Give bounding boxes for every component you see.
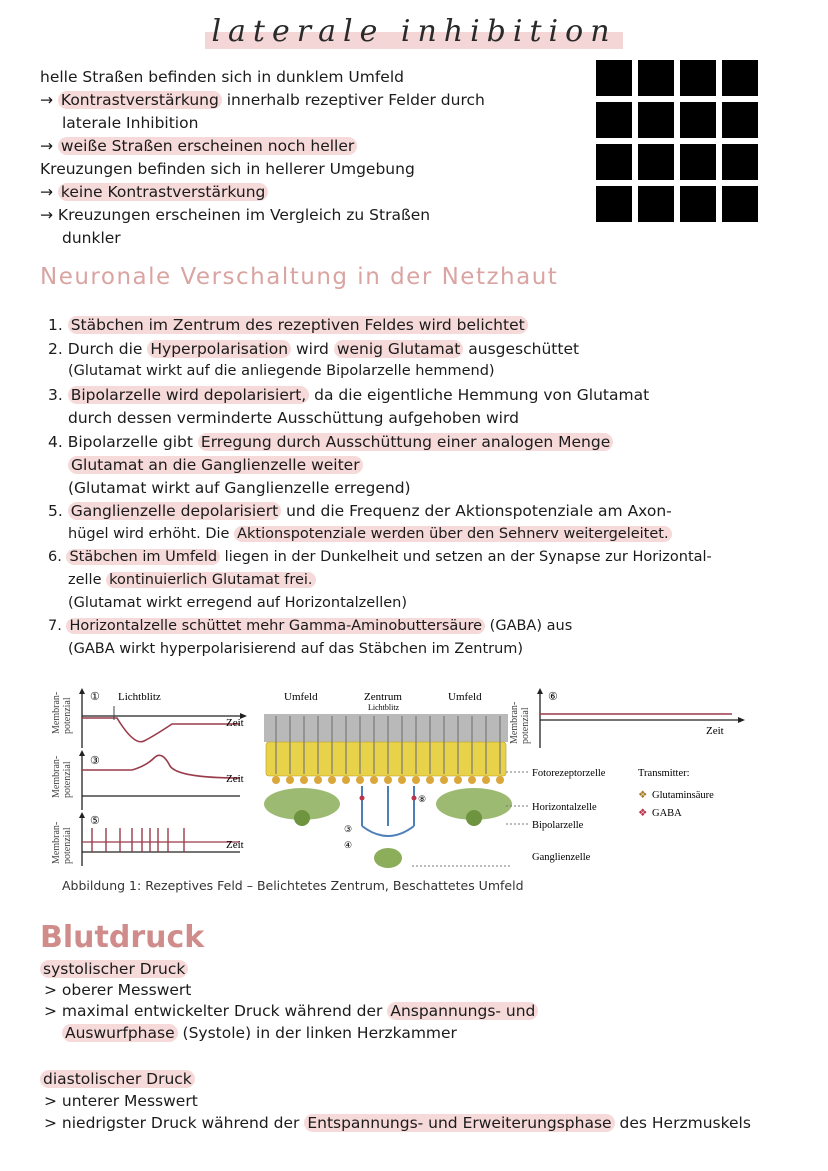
highlighted-text: Aktionspotenziale werden über den Sehnerv weitergeleitet.: [234, 526, 672, 542]
text-fragment: (Glutamat wirkt auf die anliegende Bipolarzelle hemmend): [68, 363, 495, 379]
highlighted-text: weiße Straßen erscheinen noch heller: [58, 137, 357, 155]
highlighted-text: Stäbchen im Umfeld: [66, 549, 220, 565]
text-fragment: ausgeschüttet: [463, 340, 580, 358]
highlighted-text: Stäbchen im Zentrum des rezeptiven Feldes wird belichtet: [68, 316, 528, 334]
intro-line: [62, 112, 198, 134]
gaba-icon: ❖: [638, 808, 648, 819]
axis-label: potenzial: [62, 761, 73, 798]
grid-square: [596, 102, 632, 138]
text-fragment: dunkler: [62, 229, 121, 247]
highlighted-text: Horizontalzelle schüttet mehr Gamma-Aminobuttersäure: [66, 618, 485, 634]
hermann-grid-illustration: [596, 60, 760, 224]
step-line: [68, 360, 495, 382]
axis-label: Membran-: [51, 691, 62, 734]
intro-line: [40, 158, 415, 180]
systolic-heading: [40, 958, 188, 980]
grid-square: [638, 144, 674, 180]
text-fragment: 7.: [48, 618, 67, 634]
circle-marker: ③: [344, 824, 353, 834]
grid-square: [638, 60, 674, 96]
highlighted-text: Ganglienzelle depolarisiert: [68, 502, 281, 520]
step-line: [68, 407, 519, 429]
step-line: [68, 454, 363, 476]
lichtblitz-label: Lichtblitz: [118, 691, 161, 703]
legend-glutamin: Glutaminsäure: [652, 790, 714, 801]
axis-label: potenzial: [62, 697, 73, 734]
text-fragment: da die eigentliche Hemmung von Glutamat: [309, 386, 650, 404]
circle-1: ①: [90, 691, 100, 703]
axis-label: Membran-: [51, 821, 62, 864]
highlighted-text: Anspannungs- und: [387, 1002, 538, 1020]
text-fragment: hügel wird erhöht. Die: [68, 526, 235, 542]
text-fragment: und die Frequenz der Aktionspotenziale am Axon-: [281, 502, 672, 520]
step-line: [48, 431, 613, 453]
zentrum-sublabel: Lichtblitz: [368, 703, 400, 712]
axis-label: potenzial: [62, 827, 73, 864]
step-line: [68, 592, 407, 614]
text-fragment: Kreuzungen befinden sich in hellerer Umgebung: [40, 160, 415, 178]
grid-square: [596, 60, 632, 96]
intro-line: [40, 204, 430, 226]
text-fragment: > unterer Messwert: [44, 1092, 198, 1110]
highlighted-text: Glutamat an die Ganglienzelle weiter: [68, 456, 363, 474]
highlighted-text: Bipolarzelle wird depolarisiert,: [68, 386, 310, 404]
step-line: [68, 477, 411, 499]
figure-caption: Abbildung 1: Rezeptives Feld – Belichtetes Zentrum, Beschattetes Umfeld: [62, 878, 524, 893]
grid-square: [596, 186, 632, 222]
zentrum-label: Zentrum: [364, 691, 402, 703]
text-fragment: innerhalb rezeptiver Felder durch: [221, 91, 485, 109]
transmitter-title: Transmitter:: [638, 768, 690, 779]
zeit-label: Zeit: [226, 717, 244, 729]
highlighted-text: Erregung durch Ausschüttung einer analogen Menge: [198, 433, 613, 451]
step-line: [68, 638, 523, 660]
step-line: [48, 384, 649, 406]
text-fragment: durch dessen verminderte Ausschüttung aufgehoben wird: [68, 409, 519, 427]
label-horizontalzelle: Horizontalzelle: [532, 802, 597, 813]
text-fragment: > niedrigster Druck während der: [44, 1114, 305, 1132]
circle-marker: ④: [344, 840, 353, 850]
membrane-plot-6: [509, 688, 745, 748]
text-fragment: →: [40, 137, 58, 155]
text-fragment: → Kreuzungen erscheinen im Vergleich zu Straßen: [40, 206, 431, 224]
axis-label: Membran-: [509, 701, 520, 744]
highlighted-text: Auswurfphase: [62, 1024, 178, 1042]
step-line: [48, 314, 528, 336]
axis-label: potenzial: [520, 707, 531, 744]
text-fragment: des Herzmuskels: [614, 1114, 751, 1132]
text-fragment: →: [40, 183, 58, 201]
text-fragment: 2. Durch die: [48, 340, 148, 358]
text-fragment: →: [40, 91, 58, 109]
intro-line: [40, 89, 485, 111]
text-fragment: 4. Bipolarzelle gibt: [48, 433, 198, 451]
grid-square: [680, 144, 716, 180]
grid-square: [722, 102, 758, 138]
membrane-plot-3: [79, 750, 244, 810]
text-fragment: 1.: [48, 316, 68, 334]
circle-5: ⑤: [90, 815, 100, 827]
legend-gaba: GABA: [652, 808, 682, 819]
grid-square: [680, 102, 716, 138]
section-heading-blut: Blutdruck: [40, 920, 205, 955]
diastolic-heading-text: diastolischer Druck: [40, 1070, 195, 1088]
diastolic-line: [44, 1090, 198, 1112]
zeit-label: Zeit: [706, 725, 724, 737]
systolic-heading-text: systolischer Druck: [40, 960, 188, 978]
text-fragment: laterale Inhibition: [62, 114, 199, 132]
membrane-plot-5: [79, 812, 244, 866]
circle-6: ⑥: [548, 691, 558, 703]
step-line: [68, 523, 672, 545]
label-ganglienzelle: Ganglienzelle: [532, 852, 591, 863]
intro-line: [40, 135, 357, 157]
grid-square: [596, 144, 632, 180]
step-line: [48, 338, 579, 360]
intro-line: [40, 181, 268, 203]
circle-3: ③: [90, 755, 100, 767]
grid-square: [680, 186, 716, 222]
retina-illustration: [264, 691, 512, 868]
grid-square: [680, 60, 716, 96]
grid-square: [722, 60, 758, 96]
text-fragment: 5.: [48, 502, 68, 520]
highlighted-text: Hyperpolarisation: [147, 340, 291, 358]
text-fragment: liegen in der Dunkelheit und setzen an der Synapse zur Horizontal-: [220, 549, 712, 565]
grid-square: [638, 186, 674, 222]
text-fragment: > oberer Messwert: [44, 981, 192, 999]
page-title-text: laterale inhibition: [205, 14, 622, 49]
diastolic-heading: [40, 1068, 195, 1090]
membrane-plot-1: [79, 688, 247, 748]
step-line: [48, 546, 712, 568]
section-heading-neuro: Neuronale Verschaltung in der Netzhaut: [40, 264, 559, 290]
text-fragment: (Glutamat wirkt erregend auf Horizontalzellen): [68, 595, 408, 611]
highlighted-text: Entspannungs- und Erweiterungsphase: [304, 1114, 614, 1132]
zeit-label: Zeit: [226, 839, 244, 851]
diastolic-line: [44, 1112, 751, 1134]
glutamin-icon: ❖: [638, 790, 648, 801]
zeit-label: Zeit: [226, 773, 244, 785]
grid-square: [722, 186, 758, 222]
text-fragment: wird: [291, 340, 334, 358]
systolic-line: [62, 1022, 457, 1044]
text-fragment: > maximal entwickelter Druck während der: [44, 1002, 388, 1020]
intro-line: [62, 227, 121, 249]
text-fragment: (Systole) in der linken Herzkammer: [177, 1024, 457, 1042]
text-fragment: (Glutamat wirkt auf Ganglienzelle erregend): [68, 479, 411, 497]
label-fotorezeptorzelle: Fotorezeptorzelle: [532, 768, 606, 779]
step-line: [48, 500, 672, 522]
text-fragment: helle Straßen befinden sich in dunklem Umfeld: [40, 68, 404, 86]
grid-square: [722, 144, 758, 180]
highlighted-text: kontinuierlich Glutamat frei.: [106, 572, 315, 588]
label-bipolarzelle: Bipolarzelle: [532, 820, 584, 831]
circle-marker: ⑧: [418, 794, 427, 804]
page-title: [0, 14, 828, 49]
highlighted-text: Kontrastverstärkung: [58, 91, 222, 109]
text-fragment: 3.: [48, 386, 68, 404]
text-fragment: (GABA wirkt hyperpolarisierend auf das Stäbchen im Zentrum): [68, 641, 524, 657]
umfeld-label: Umfeld: [448, 691, 482, 703]
umfeld-label: Umfeld: [284, 691, 318, 703]
step-line: [48, 615, 572, 637]
intro-line: [40, 66, 404, 88]
receptive-field-figure: [51, 686, 782, 898]
highlighted-text: keine Kontrastverstärkung: [58, 183, 268, 201]
text-fragment: 6.: [48, 549, 67, 565]
text-fragment: (GABA) aus: [485, 618, 573, 634]
systolic-line: [44, 979, 191, 1001]
axis-label: Membran-: [51, 755, 62, 798]
cell-labels: [506, 768, 714, 863]
highlighted-text: wenig Glutamat: [334, 340, 464, 358]
grid-square: [638, 102, 674, 138]
step-line: [68, 569, 316, 591]
systolic-line: [44, 1000, 538, 1022]
text-fragment: zelle: [68, 572, 107, 588]
